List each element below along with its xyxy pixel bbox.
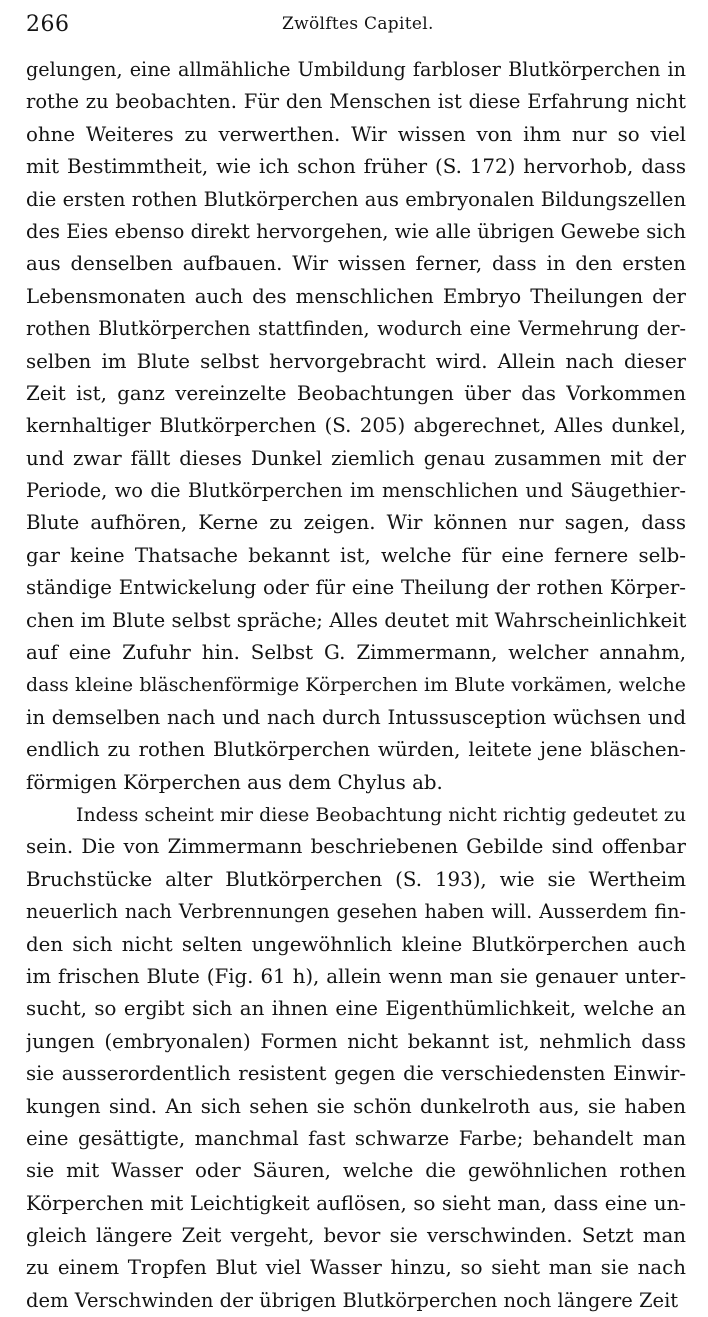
body-text — [26, 54, 686, 1317]
text-line: Zeit ist, ganz vereinzelte Beobachtungen über das Vorkommen — [26, 381, 686, 405]
running-head: Zwölftes Capitel. — [282, 14, 434, 34]
paragraph — [26, 54, 686, 799]
text-line: neuerlich nach Verbrennungen gesehen haben will. Ausserdem fin- — [26, 900, 686, 924]
text-line: Lebensmonaten auch des menschlichen Embryo Theilungen der — [26, 284, 686, 308]
text-line: dem Verschwinden der übrigen Blutkörperchen noch längere Zeit — [26, 1288, 679, 1312]
text-line: zu einem Tropfen Blut viel Wasser hinzu, so sieht man sie nach — [26, 1256, 686, 1280]
text-line: sie mit Wasser oder Säuren, welche die gewöhnlichen rothen — [26, 1159, 686, 1183]
text-line: Periode, wo die Blutkörperchen im menschlichen und Säugethier- — [26, 479, 686, 503]
text-line: dass kleine bläschenförmige Körperchen im Blute vorkämen, welche — [26, 674, 686, 697]
text-line: kungen sind. An sich sehen sie schön dunkelroth aus, sie haben — [26, 1094, 686, 1118]
text-line: die ersten rothen Blutkörperchen aus embryonalen Bildungszellen — [26, 187, 686, 211]
text-line: den sich nicht selten ungewöhnlich kleine Blutkörperchen auch — [26, 932, 686, 956]
text-line: eine gesättigte, manchmal fast schwarze Farbe; behandelt man — [26, 1126, 686, 1150]
text-line: aus denselben aufbauen. Wir wissen ferner, dass in den ersten — [26, 252, 686, 276]
text-line: sucht, so ergibt sich an ihnen eine Eigenthümlichkeit, welche an — [26, 997, 686, 1021]
text-line: chen im Blute selbst spräche; Alles deutet mit Wahrscheinlichkeit — [26, 608, 686, 632]
text-line: gelungen, eine allmähliche Umbildung farbloser Blutkörperchen in — [26, 58, 686, 81]
text-line: rothe zu beobachten. Für den Menschen ist diese Erfahrung nicht — [26, 90, 686, 114]
text-line: förmigen Körperchen aus dem Chylus ab. — [26, 770, 443, 794]
text-line: jungen (embryonalen) Formen nicht bekannt ist, nehmlich dass — [26, 1029, 686, 1053]
text-line: im frischen Blute (Fig. 61 h), allein wenn man sie genauer unter- — [26, 964, 686, 988]
text-line: gleich längere Zeit vergeht, bevor sie verschwinden. Setzt man — [26, 1224, 686, 1248]
text-line: Körperchen mit Leichtigkeit auflösen, so sieht man, dass eine un- — [26, 1191, 686, 1215]
text-line: kernhaltiger Blutkörperchen (S. 205) abgerechnet, Alles dunkel, — [26, 414, 686, 438]
text-line: Blute aufhören, Kerne zu zeigen. Wir können nur sagen, dass — [26, 511, 686, 535]
text-line: endlich zu rothen Blutkörperchen würden, leitete jene bläschen- — [26, 738, 686, 762]
text-line: Indess scheint mir diese Beobachtung nicht richtig gedeutet zu — [76, 803, 686, 826]
text-line: gar keine Thatsache bekannt ist, welche für eine fernere selb- — [26, 543, 686, 567]
text-line: auf eine Zufuhr hin. Selbst G. Zimmermann, welcher annahm, — [26, 641, 686, 665]
text-line: sein. Die von Zimmermann beschriebenen Gebilde sind offenbar — [26, 835, 686, 859]
page-header — [26, 8, 688, 42]
text-line: selben im Blute selbst hervorgebracht wird. Allein nach dieser — [26, 349, 686, 373]
page-number: 266 — [26, 12, 70, 37]
text-line: Bruchstücke alter Blutkörperchen (S. 193), wie sie Wertheim — [26, 867, 686, 891]
text-line: ständige Entwickelung oder für eine Theilung der rothen Körper- — [26, 576, 686, 600]
text-line: mit Bestimmtheit, wie ich schon früher (S. 172) hervorhob, dass — [26, 155, 686, 179]
text-line: rothen Blutkörperchen stattfinden, wodurch eine Vermehrung der- — [26, 317, 686, 341]
text-line: und zwar fällt dieses Dunkel ziemlich genau zusammen mit der — [26, 446, 686, 470]
paragraph — [26, 799, 686, 1317]
text-line: sie ausserordentlich resistent gegen die verschiedensten Einwir- — [26, 1062, 686, 1086]
text-line: ohne Weiteres zu verwerthen. Wir wissen von ihm nur so viel — [26, 122, 686, 146]
text-line: in demselben nach und nach durch Intussusception wüchsen und — [26, 705, 686, 729]
text-line: des Eies ebenso direkt hervorgehen, wie alle übrigen Gewebe sich — [26, 219, 686, 243]
